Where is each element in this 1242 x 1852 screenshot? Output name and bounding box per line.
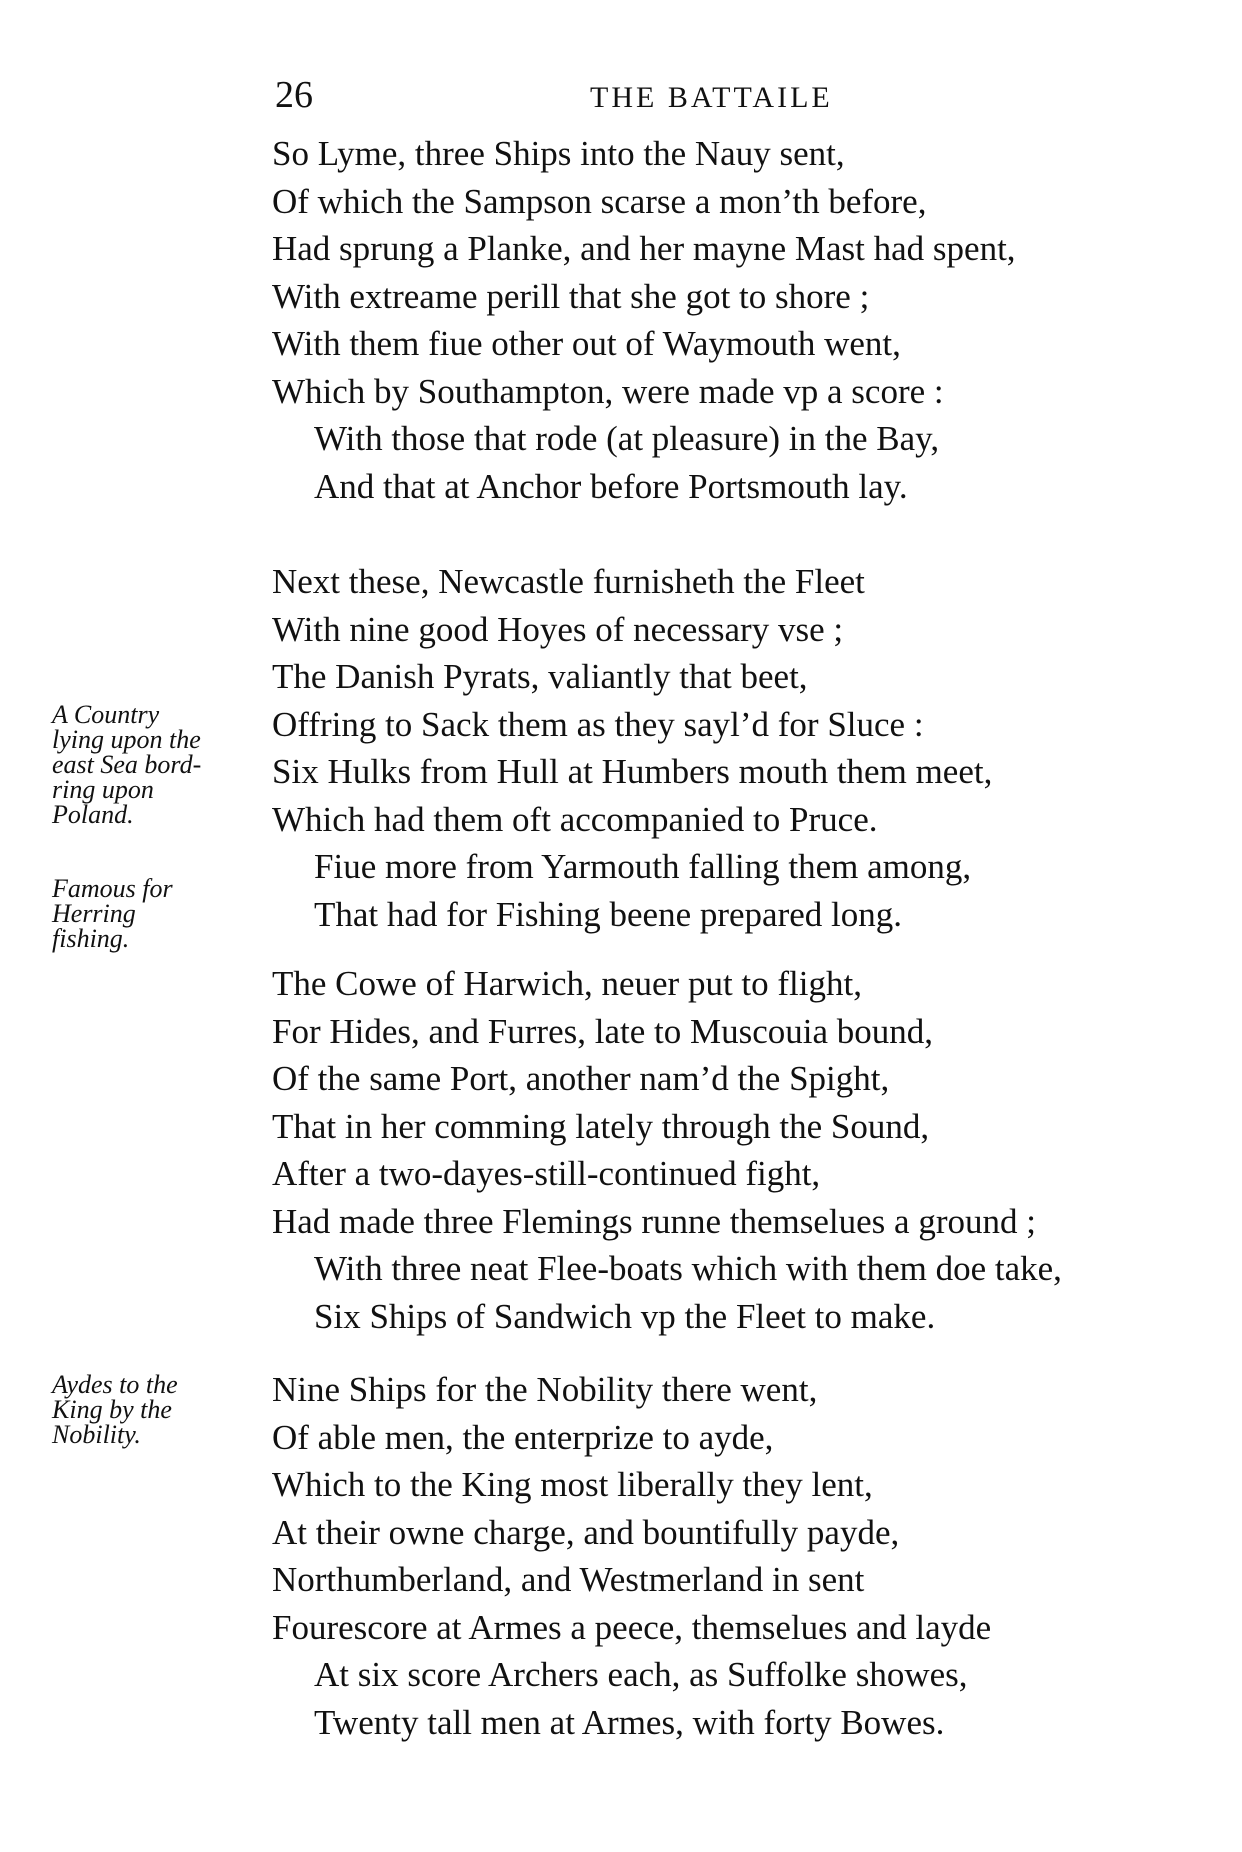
verse-line: With nine good Hoyes of necessary vse ; bbox=[272, 609, 844, 649]
stanza-1 bbox=[272, 130, 1212, 510]
margin-note-line: A Country bbox=[52, 700, 160, 729]
verse-line: Had made three Flemings runne themselues a ground ; bbox=[272, 1201, 1036, 1241]
verse-line-indented: At six score Archers each, as Suffolke showes, bbox=[314, 1655, 968, 1694]
margin-note-country bbox=[52, 702, 262, 827]
verse-line: For Hides, and Furres, late to Muscouia bound, bbox=[272, 1011, 934, 1051]
verse-line: The Danish Pyrats, valiantly that beet, bbox=[272, 657, 808, 696]
verse-line: The Cowe of Harwich, neuer put to flight, bbox=[272, 964, 862, 1003]
verse-line: Which had them oft accompanied to Pruce. bbox=[272, 799, 878, 839]
margin-note-line: Famous for bbox=[52, 874, 173, 903]
stanza-4 bbox=[272, 1366, 1212, 1746]
margin-note-line: ring upon bbox=[52, 775, 154, 804]
verse-line: After a two-dayes-still-continued fight, bbox=[272, 1154, 821, 1193]
stanza-3 bbox=[272, 960, 1212, 1340]
verse-line-indented: With three neat Flee-boats which with them doe take, bbox=[314, 1249, 1062, 1288]
verse-line: Of which the Sampson scarse a mon’th before, bbox=[272, 181, 927, 221]
page-header bbox=[275, 70, 915, 130]
verse-line: With extreame perill that she got to shore ; bbox=[272, 276, 870, 316]
verse-line-indented: Fiue more from Yarmouth falling them among, bbox=[314, 847, 972, 886]
verse-line: Of able men, the enterprize to ayde, bbox=[272, 1417, 774, 1457]
page-number: 26 bbox=[275, 74, 313, 116]
verse-line: That in her comming lately through the Sound, bbox=[272, 1106, 930, 1146]
verse-line: Six Hulks from Hull at Humbers mouth them meet, bbox=[272, 752, 993, 791]
margin-note-line: fishing. bbox=[52, 924, 130, 953]
verse-line-indented: Six Ships of Sandwich vp the Fleet to make. bbox=[314, 1296, 936, 1336]
verse-line: Fourescore at Armes a peece, themselues and layde bbox=[272, 1607, 992, 1647]
verse-line: Which by Southampton, were made vp a score : bbox=[272, 371, 944, 411]
running-title: THE BATTAILE bbox=[590, 81, 833, 114]
margin-note-line: east Sea bord- bbox=[52, 750, 202, 779]
margin-note-line: lying upon the bbox=[52, 725, 201, 754]
verse-line: Next these, Newcastle furnisheth the Fleet bbox=[272, 562, 865, 601]
margin-note-herring bbox=[52, 876, 262, 951]
margin-note-line: Nobility. bbox=[52, 1420, 141, 1449]
verse-line: With them fiue other out of Waymouth went, bbox=[272, 324, 901, 363]
verse-line: Had sprung a Planke, and her mayne Mast had spent, bbox=[272, 229, 1016, 268]
verse-line-indented: That had for Fishing beene prepared long. bbox=[314, 894, 903, 934]
verse-line: Which to the King most liberally they lent, bbox=[272, 1465, 873, 1504]
margin-note-line: Poland. bbox=[52, 800, 134, 829]
verse-line-indented: Twenty tall men at Armes, with forty Bowes. bbox=[314, 1702, 945, 1742]
margin-note-line: Herring bbox=[52, 899, 136, 928]
verse-line: Of the same Port, another nam’d the Spight, bbox=[272, 1059, 890, 1098]
verse-line-indented: With those that rode (at pleasure) in the Bay, bbox=[314, 419, 940, 458]
margin-note-line: Aydes to the bbox=[52, 1370, 178, 1399]
verse-line: Northumberland, and Westmerland in sent bbox=[272, 1560, 865, 1599]
verse-line: Offring to Sack them as they sayl’d for Sluce : bbox=[272, 704, 924, 744]
margin-note-nobility bbox=[52, 1372, 262, 1447]
verse-line: Nine Ships for the Nobility there went, bbox=[272, 1370, 818, 1409]
verse-line: So Lyme, three Ships into the Nauy sent, bbox=[272, 134, 845, 173]
verse-line-indented: And that at Anchor before Portsmouth lay. bbox=[314, 466, 908, 506]
margin-note-line: King by the bbox=[52, 1395, 172, 1424]
verse-line: At their owne charge, and bountifully payde, bbox=[272, 1512, 900, 1552]
stanza-2 bbox=[272, 558, 1212, 938]
